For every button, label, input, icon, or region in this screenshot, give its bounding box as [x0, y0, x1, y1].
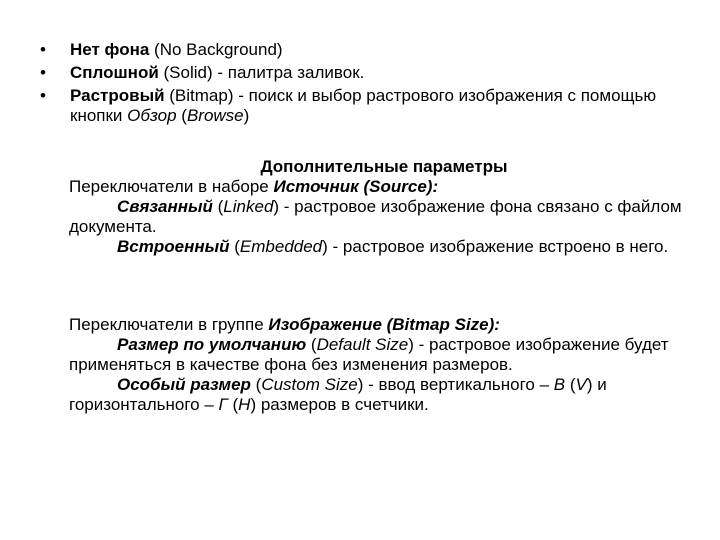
intro-text: Переключатели в наборе: [69, 177, 274, 196]
horizontal-letter-en: H: [238, 395, 251, 414]
source-section: [69, 157, 699, 257]
bullet-item-solid: [40, 63, 700, 83]
linked-paragraph: [69, 197, 699, 237]
custom-size-en: Custom Size: [261, 375, 358, 394]
embedded-en: Embedded: [239, 237, 323, 256]
section-title: Дополнительные параметры: [260, 157, 508, 176]
intro-text: Переключатели в группе: [69, 315, 269, 334]
default-size-en: Default Size: [316, 335, 409, 354]
source-term: Источник (Source):: [273, 177, 439, 196]
vertical-letter: В: [553, 375, 566, 394]
bullet-term: Нет фона: [70, 40, 150, 59]
bullet-text: (: [176, 106, 187, 125]
paren: (: [229, 237, 240, 256]
default-size-paragraph: [69, 335, 699, 375]
embedded-paragraph: [69, 237, 699, 257]
vertical-letter-en: V: [575, 375, 587, 394]
custom-size-paragraph: [69, 375, 699, 415]
size-section: [69, 315, 699, 415]
paren: (: [306, 335, 317, 354]
bullet-text: (No Background): [149, 40, 283, 59]
embedded-text: ) - растровое изображение встроено в него.: [322, 237, 669, 256]
linked-term: Связанный: [117, 197, 213, 216]
bullet-dot: •: [40, 86, 46, 105]
linked-text: ) - растровое изображение фона связано с файлом документа.: [69, 197, 682, 236]
custom-size-text: ) и горизонтального –: [69, 375, 607, 414]
bullet-item-bitmap: [40, 86, 700, 126]
bullet-item-no-background: [40, 40, 700, 60]
custom-size-text: ) размеров в счетчики.: [250, 395, 429, 414]
bullet-dot: •: [40, 40, 46, 59]
paren: (: [250, 375, 262, 394]
paren: (: [212, 197, 224, 216]
default-size-text: ) - растровое изображение будет применяться в качестве фона без изменения размеров.: [69, 335, 669, 374]
size-term: Изображение (Bitmap Size):: [268, 315, 500, 334]
browse-term-ru: Обзор: [127, 106, 177, 125]
horizontal-letter: Г: [218, 395, 228, 414]
default-size-term: Размер по умолчанию: [117, 335, 307, 354]
bullet-term: Сплошной: [70, 63, 159, 82]
embedded-term: Встроенный: [117, 237, 230, 256]
linked-en: Linked: [223, 197, 274, 216]
bullet-list: [40, 40, 700, 129]
size-intro: [69, 315, 699, 335]
custom-size-term: Особый размер: [117, 375, 251, 394]
paren: (: [227, 395, 239, 414]
paren: (: [565, 375, 576, 394]
bullet-text: (Solid) - палитра заливок.: [158, 63, 365, 82]
bullet-text: (Bitmap) - поиск и выбор растрового изображения с помощью кнопки: [70, 86, 657, 125]
bullet-text: ): [243, 106, 250, 125]
source-intro: [69, 177, 699, 197]
bullet-dot: •: [40, 63, 46, 82]
bullet-term: Растровый: [70, 86, 165, 105]
browse-term-en: Browse: [186, 106, 244, 125]
custom-size-text: ) - ввод вертикального –: [357, 375, 554, 394]
